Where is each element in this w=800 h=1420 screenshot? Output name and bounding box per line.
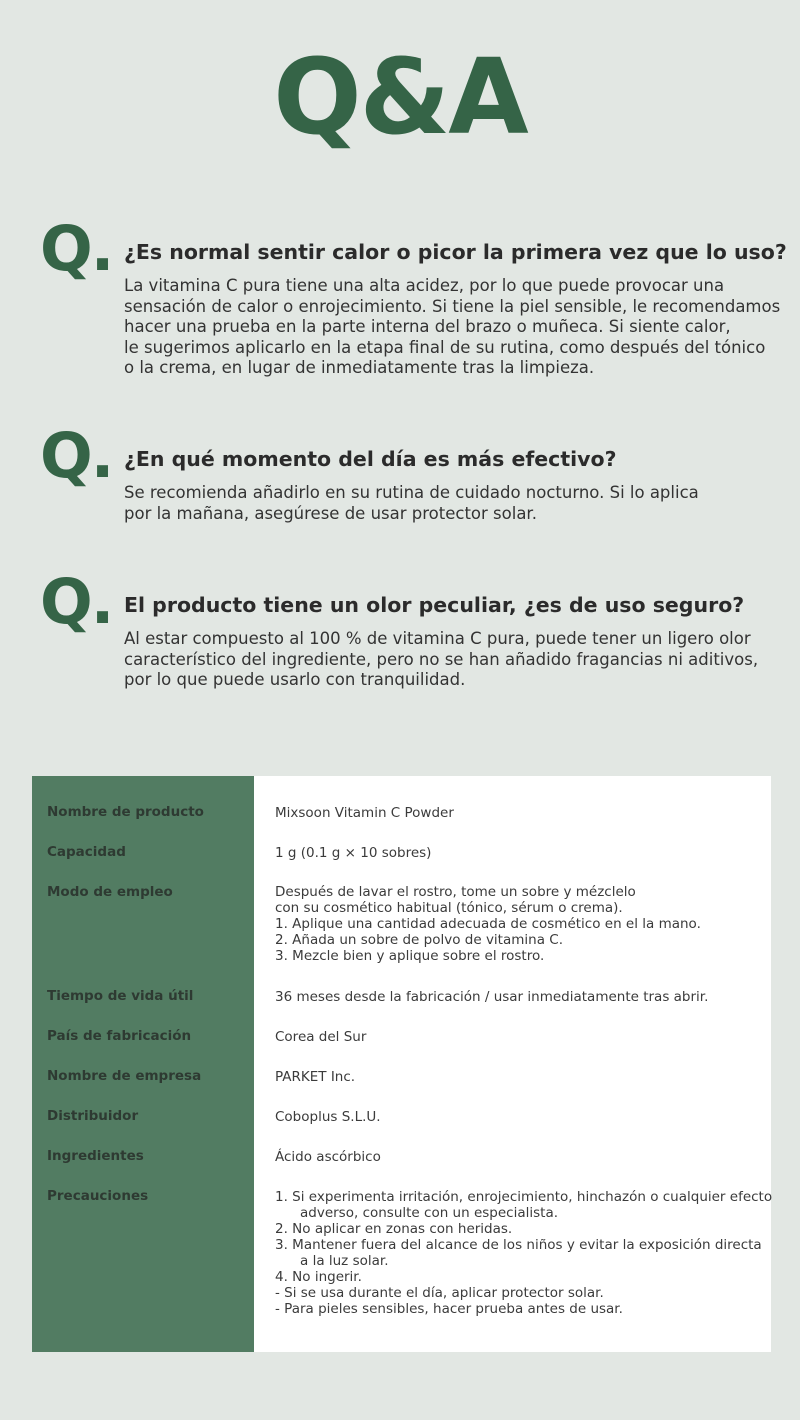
spec-label: Modo de empleo [47,884,173,900]
spec-label: Nombre de empresa [47,1068,202,1084]
q-mark-icon: Q. [40,419,113,492]
spec-value: 1 g (0.1 g × 10 sobres) [275,845,432,861]
spec-label: Distribuidor [47,1108,139,1124]
spec-value: Corea del Sur [275,1029,367,1045]
spec-value: Mixsoon Vitamin C Powder [275,805,454,821]
question-text: ¿En qué momento del día es más efectivo? [124,447,617,471]
spec-value: Coboplus S.L.U. [275,1109,381,1125]
answer-text: Al estar compuesto al 100 % de vitamina C pura, puede tener un ligero olor característico del ingrediente, pero no se han añadido fragancias ni aditivos, por lo que puede usarlo con tranquilidad. [124,629,759,690]
q-mark-icon: Q. [40,212,113,285]
spec-value: Después de lavar el rostro, tome un sobre y mézclelo con su cosmético habitual (tónico, sérum o crema). 1. Aplique una cantidad adecuada de cosmético en el la mano. 2. Añada un sobre de polvo de vitamina C. 3. Mezcle bien y aplique sobre el rostro. [275,884,701,964]
spec-value: Ácido ascórbico [275,1149,381,1165]
spec-label: Ingredientes [47,1148,144,1164]
spec-value: PARKET Inc. [275,1069,356,1085]
answer-text: La vitamina C pura tiene una alta acidez, por lo que puede provocar una sensación de calor o enrojecimiento. Si tiene la piel sensible, le recomendamos hacer una prueba en la parte interna del brazo o muñeca. Si siente calor, le sugerimos aplicarlo en la etapa final de su rutina, como después del tónico o la crema, en lugar de inmediatamente tras la limpieza. [124,276,781,378]
product-spec-table [32,776,771,1352]
spec-label: Tiempo de vida útil [47,988,194,1004]
spec-label: Capacidad [47,844,126,860]
answer-text: Se recomienda añadirlo en su rutina de cuidado nocturno. Si lo aplica por la mañana, asegúrese de usar protector solar. [124,483,699,523]
question-text: El producto tiene un olor peculiar, ¿es de uso seguro? [124,593,745,617]
q-mark-icon: Q. [40,565,113,638]
page-title: Q&A [273,36,527,158]
spec-label: Nombre de producto [47,804,204,820]
spec-label: País de fabricación [47,1028,192,1044]
spec-value: 36 meses desde la fabricación / usar inmediatamente tras abrir. [275,989,709,1005]
spec-label-column [32,776,254,1352]
spec-label: Precauciones [47,1188,149,1204]
question-text: ¿Es normal sentir calor o picor la primera vez que lo uso? [124,240,787,264]
spec-value: 1. Si experimenta irritación, enrojecimiento, hinchazón o cualquier efecto adverso, consulte con un especialista. 2. No aplicar en zonas con heridas. 3. Mantener fuera del alcance de los niños y evitar la exposición directa a la luz solar. 4. No ingerir. - Si se usa durante el día, aplicar protector solar. - Para pieles sensibles, hacer prueba antes de usar. [275,1189,773,1317]
